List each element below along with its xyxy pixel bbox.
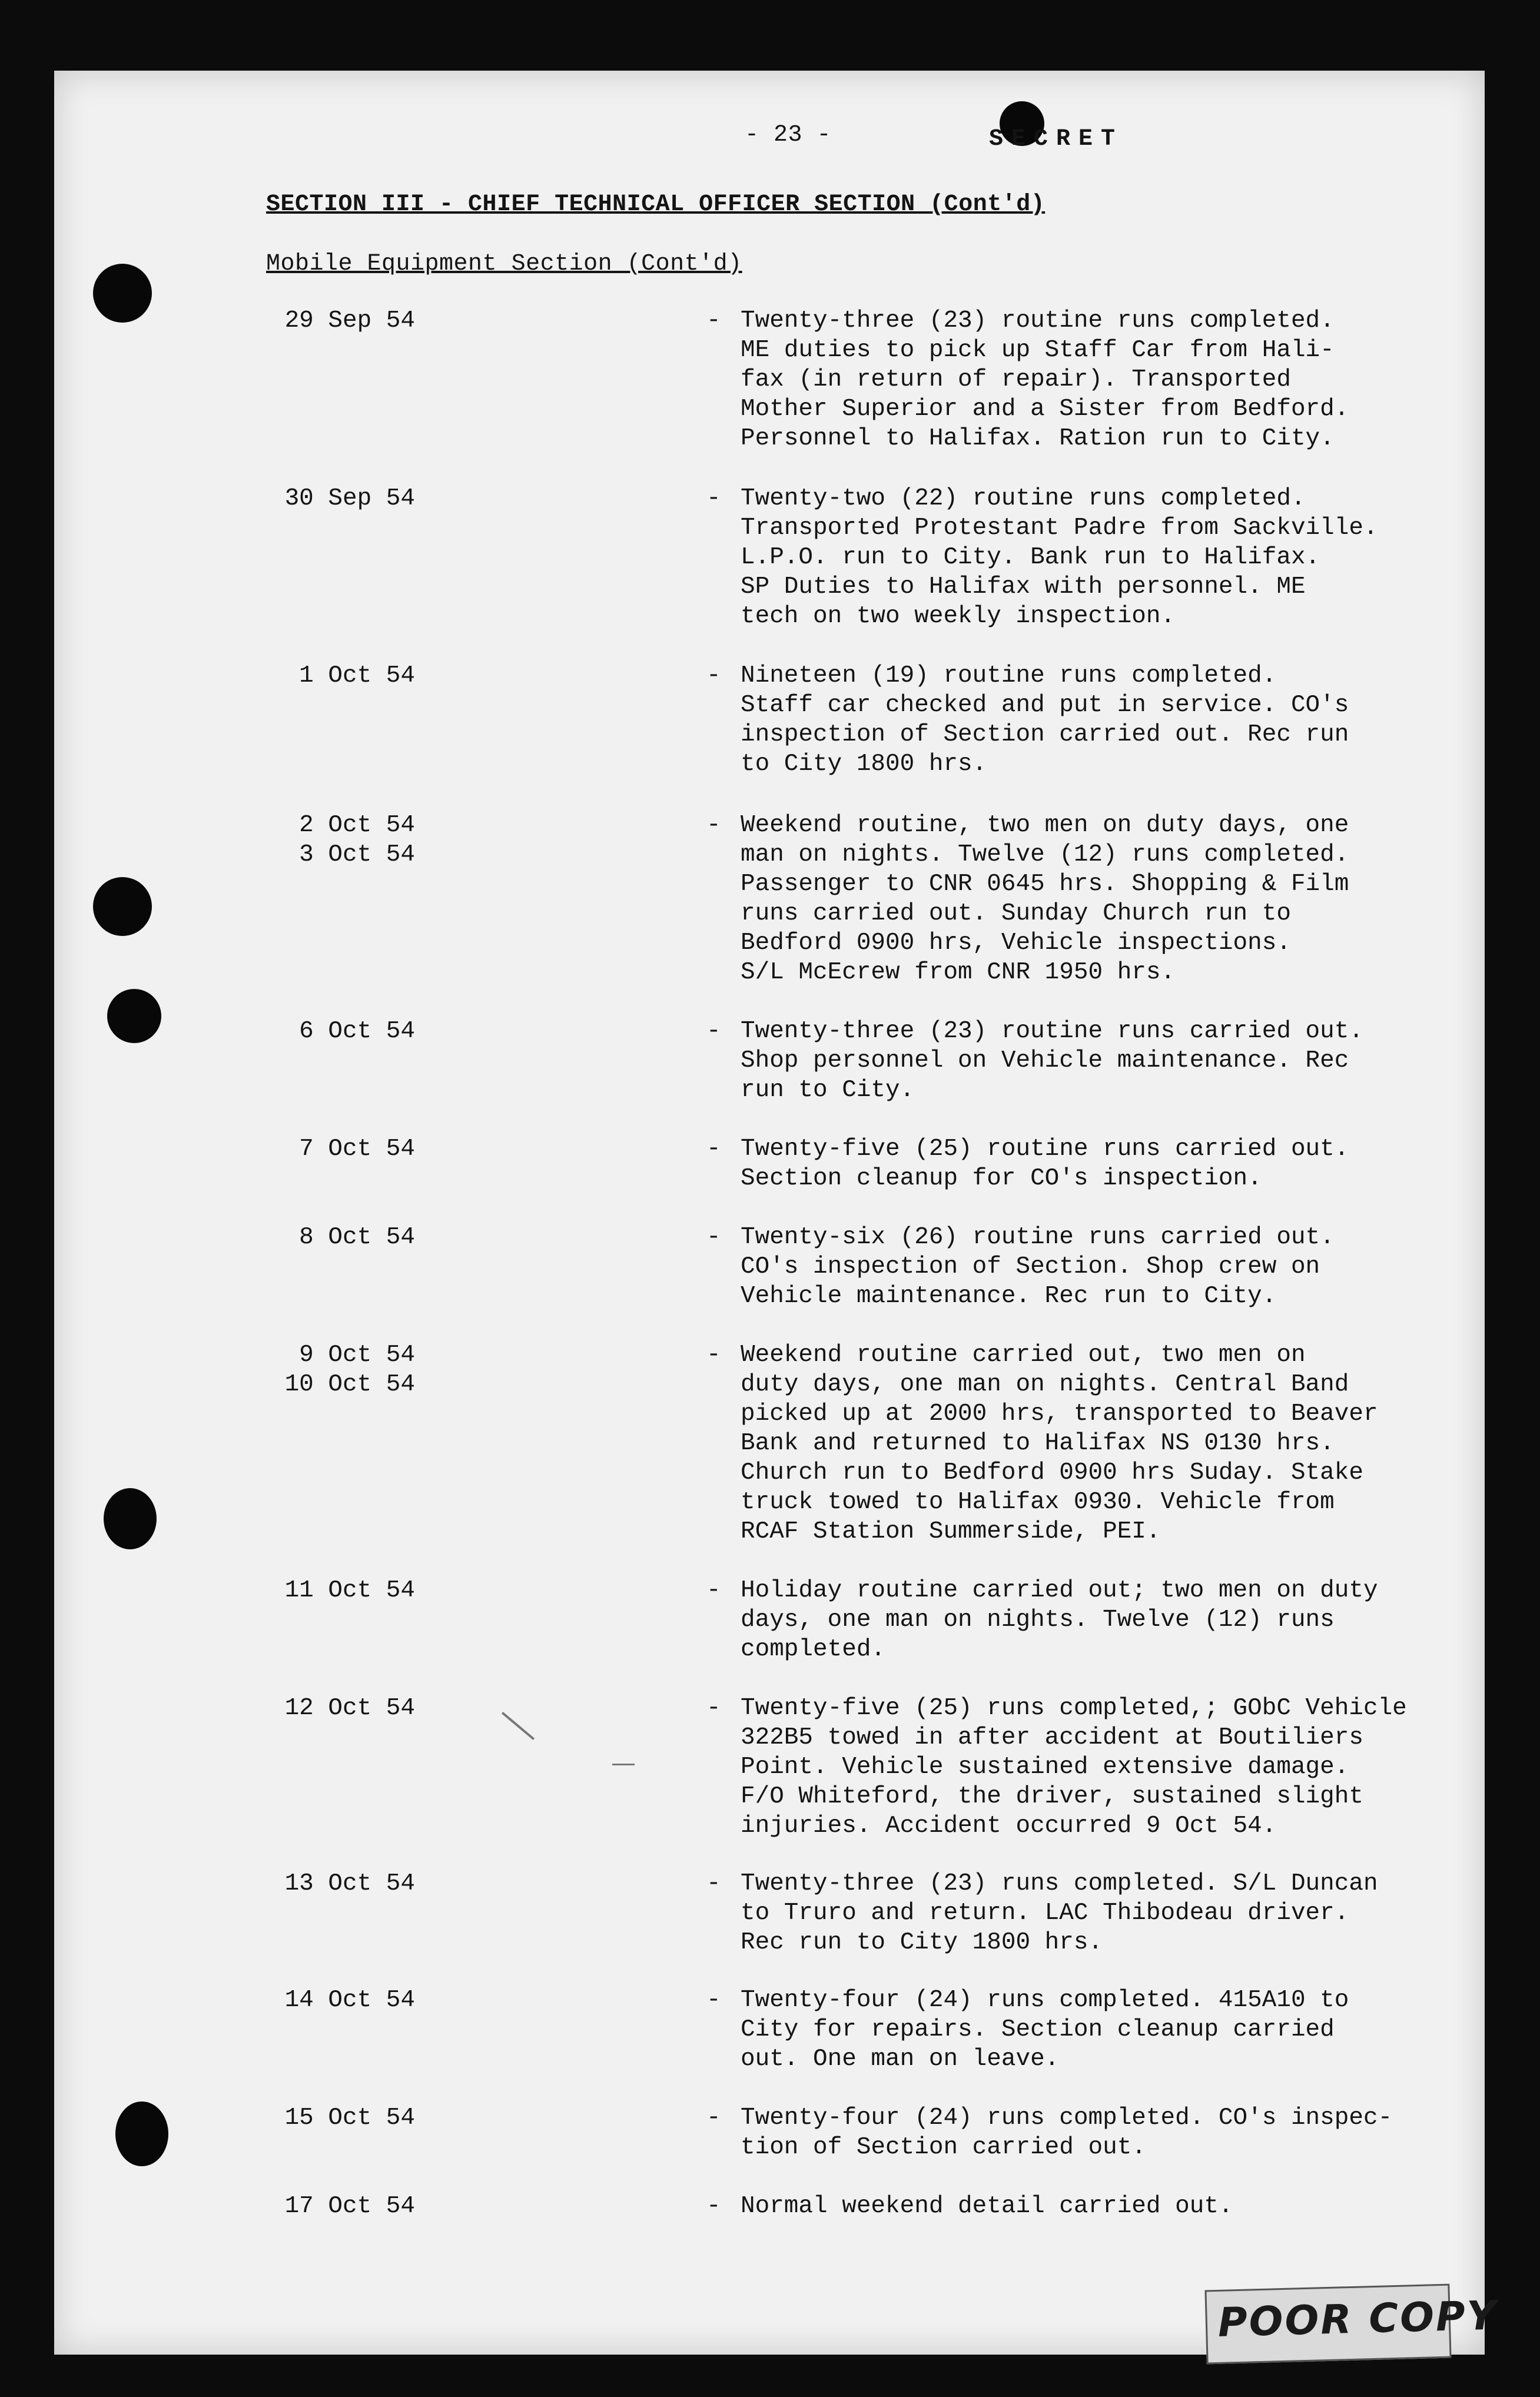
entry-line: Weekend routine, two men on duty days, one <box>741 812 1349 839</box>
entry-line: S/L McEcrew from CNR 1950 hrs. <box>741 959 1176 986</box>
entry-line: Personnel to Halifax. Ration run to City. <box>741 425 1335 452</box>
entry-date: 13 Oct 54 <box>284 1870 415 1897</box>
punch-hole-2 <box>93 877 152 936</box>
entry-line: Twenty-five (25) routine runs carried out. <box>741 1136 1349 1163</box>
entry-line: Bedford 0900 hrs, Vehicle inspections. <box>741 929 1291 957</box>
entry-line: fax (in return of repair). Transported <box>741 366 1291 393</box>
punch-hole-1 <box>93 264 152 323</box>
entry-dash: - <box>706 2104 721 2132</box>
entry-dash: - <box>706 485 721 512</box>
entry-line: Normal weekend detail carried out. <box>741 2193 1233 2220</box>
entry-text <box>741 2103 1392 2162</box>
entry-line: Bank and returned to Halifax NS 0130 hrs. <box>741 1430 1335 1457</box>
entry-date: 15 Oct 54 <box>284 2104 415 2132</box>
entry-line: Weekend routine carried out, two men on <box>741 1342 1306 1369</box>
punch-hole-5 <box>115 2101 168 2166</box>
entry-line: ME duties to pick up Staff Car from Hali- <box>741 337 1335 364</box>
entry-text <box>741 1869 1378 1957</box>
sub-heading: Mobile Equipment Section (Cont'd) <box>266 251 742 277</box>
entry-text <box>741 1134 1349 1193</box>
entry-line: Nineteen (19) routine runs completed. <box>741 662 1277 689</box>
entry-line: truck towed to Halifax 0930. Vehicle from <box>741 1489 1335 1516</box>
entry-date: 14 Oct 54 <box>284 1987 415 2014</box>
stamp-text: POOR COPY <box>1217 2292 1499 2346</box>
entry-text <box>741 1694 1407 1841</box>
entry-dash: - <box>706 1018 721 1045</box>
punch-hole-4 <box>104 1488 157 1549</box>
entry-line: SP Duties to Halifax with personnel. ME <box>741 573 1306 600</box>
entry-text <box>741 1017 1363 1105</box>
entry-line: Twenty-five (25) runs completed,; GObC Vehicle <box>741 1695 1407 1722</box>
entry-line: out. One man on leave. <box>741 2046 1060 2073</box>
entry-line: Twenty-six (26) routine runs carried out. <box>741 1224 1335 1251</box>
entry-dash: - <box>706 1870 721 1897</box>
poor-copy-stamp <box>1204 2284 1499 2365</box>
scan-mark-2 <box>612 1764 635 1765</box>
entry-line: L.P.O. run to City. Bank run to Halifax. <box>741 544 1320 571</box>
entry-date: 9 Oct 54 10 Oct 54 <box>284 1342 415 1398</box>
entry-line: Point. Vehicle sustained extensive damage. <box>741 1754 1349 1781</box>
entry-dash: - <box>706 1224 721 1251</box>
entry-text <box>741 661 1349 779</box>
entry-text <box>741 484 1378 631</box>
entry-date: 30 Sep 54 <box>284 485 415 512</box>
entry-text <box>741 1576 1378 1664</box>
entry-line: tion of Section carried out. <box>741 2134 1146 2161</box>
entry-line: Shop personnel on Vehicle maintenance. Rec <box>741 1047 1349 1074</box>
entry-text <box>741 811 1349 987</box>
entry-line: CO's inspection of Section. Shop crew on <box>741 1253 1320 1280</box>
entry-line: man on nights. Twelve (12) runs completed. <box>741 841 1349 868</box>
entry-date: 12 Oct 54 <box>284 1695 415 1722</box>
entry-line: Section cleanup for CO's inspection. <box>741 1165 1262 1192</box>
entry-line: duty days, one man on nights. Central Band <box>741 1371 1349 1398</box>
entry-line: Passenger to CNR 0645 hrs. Shopping & Film <box>741 871 1349 898</box>
entry-line: run to City. <box>741 1077 915 1104</box>
entry-line: City for repairs. Section cleanup carried <box>741 2016 1335 2043</box>
entry-date: 2 Oct 54 3 Oct 54 <box>299 812 415 868</box>
entry-line: Mother Superior and a Sister from Bedford. <box>741 396 1349 423</box>
entry-line: RCAF Station Summerside, PEI. <box>741 1518 1161 1545</box>
entry-dash: - <box>706 1577 721 1604</box>
entry-line: runs carried out. Sunday Church run to <box>741 900 1291 927</box>
entry-dash: - <box>706 662 721 689</box>
entry-text <box>741 2192 1233 2221</box>
entry-text <box>741 1986 1349 2074</box>
entry-line: 322B5 towed in after accident at Boutiliers <box>741 1724 1363 1751</box>
entry-line: Rec run to City 1800 hrs. <box>741 1929 1103 1956</box>
entry-line: Staff car checked and put in service. CO's <box>741 692 1349 719</box>
classification-marking: SECRET <box>989 126 1124 152</box>
entry-date: 17 Oct 54 <box>284 2193 415 2220</box>
entry-line: Twenty-three (23) routine runs completed. <box>741 307 1335 334</box>
entry-line: Transported Protestant Padre from Sackville. <box>741 514 1378 542</box>
entry-dash: - <box>706 1342 721 1369</box>
entry-date: 29 Sep 54 <box>284 307 415 334</box>
entry-line: Twenty-two (22) routine runs completed. <box>741 485 1306 512</box>
entry-text <box>741 1340 1378 1546</box>
page-number: - 23 - <box>745 122 832 148</box>
entry-line: tech on two weekly inspection. <box>741 603 1176 630</box>
entry-line: inspection of Section carried out. Rec run <box>741 721 1349 748</box>
entry-line: injuries. Accident occurred 9 Oct 54. <box>741 1812 1277 1840</box>
entry-line: days, one man on nights. Twelve (12) runs <box>741 1606 1335 1634</box>
entry-date: 1 Oct 54 <box>299 662 415 689</box>
entry-line: Twenty-three (23) runs completed. S/L Duncan <box>741 1870 1378 1897</box>
entry-line: Church run to Bedford 0900 hrs Suday. Stake <box>741 1459 1363 1486</box>
entry-line: Twenty-four (24) runs completed. CO's inspec- <box>741 2104 1393 2132</box>
entry-dash: - <box>706 1987 721 2014</box>
entry-dash: - <box>706 812 721 839</box>
entry-dash: - <box>706 1136 721 1163</box>
entry-date: 6 Oct 54 <box>299 1018 415 1045</box>
entry-line: Twenty-three (23) routine runs carried out. <box>741 1018 1363 1045</box>
entry-dash: - <box>706 307 721 334</box>
entry-line: F/O Whiteford, the driver, sustained slight <box>741 1783 1363 1810</box>
entry-line: to City 1800 hrs. <box>741 751 987 778</box>
entry-date: 11 Oct 54 <box>284 1577 415 1604</box>
entry-line: Twenty-four (24) runs completed. 415A10 to <box>741 1987 1349 2014</box>
entry-text <box>741 306 1349 453</box>
entry-date: 8 Oct 54 <box>299 1224 415 1251</box>
section-heading: SECTION III - CHIEF TECHNICAL OFFICER SECTION (Cont'd) <box>266 191 1046 218</box>
entry-line: picked up at 2000 hrs, transported to Beaver <box>741 1400 1378 1427</box>
entry-line: to Truro and return. LAC Thibodeau driver. <box>741 1900 1349 1927</box>
entry-text <box>741 1223 1335 1311</box>
entry-line: Vehicle maintenance. Rec run to City. <box>741 1283 1277 1310</box>
entry-dash: - <box>706 1695 721 1722</box>
entry-line: completed. <box>741 1636 886 1663</box>
entry-dash: - <box>706 2193 721 2220</box>
punch-hole-3 <box>107 989 161 1043</box>
entry-date: 7 Oct 54 <box>299 1136 415 1163</box>
entry-line: Holiday routine carried out; two men on duty <box>741 1577 1378 1604</box>
